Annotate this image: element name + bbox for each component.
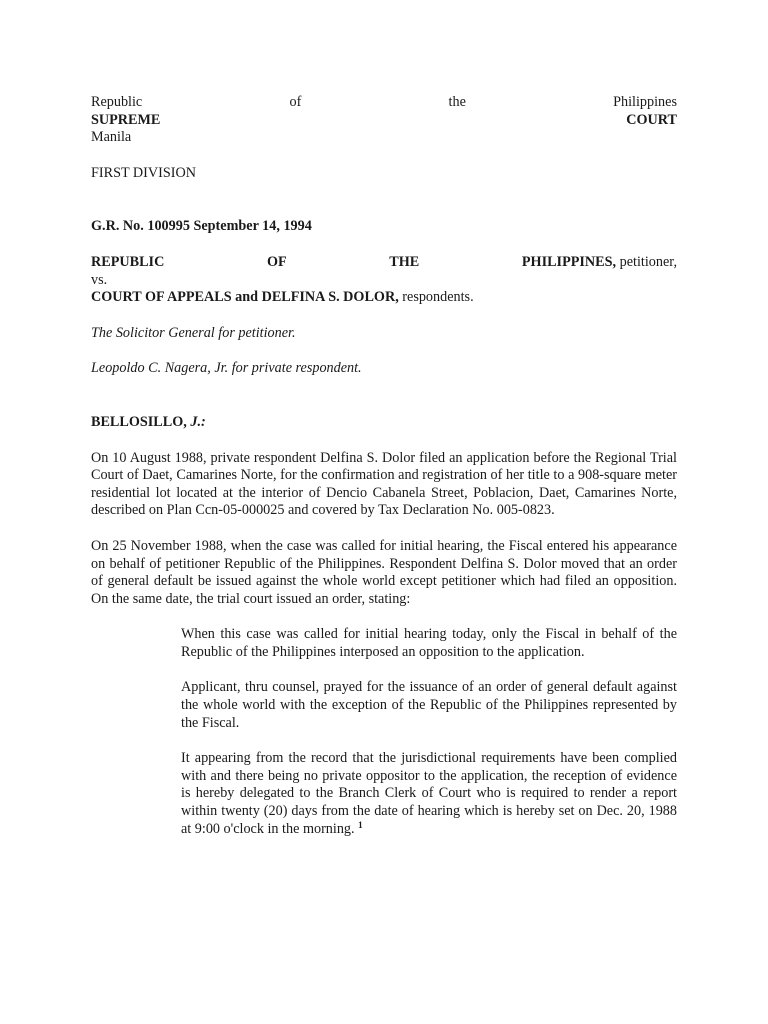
respondents-role: respondents. bbox=[402, 289, 474, 306]
respondents-name: COURT OF APPEALS and DELFINA S. DOLOR, bbox=[91, 289, 399, 306]
body-paragraph-2: On 25 November 1988, when the case was called for initial hearing, the Fiscal entered his appearance on behalf of petitioner Republic of the Philippines. Respondent Delfina S. Dolor moved that an order of general default be issued against the whole world except petitioner which had filed an opposition. On the same date, the trial court issued an order, stating: bbox=[91, 537, 677, 607]
petitioner-name-role bbox=[522, 254, 677, 272]
document-content bbox=[91, 94, 677, 838]
footnote-link[interactable]: 1 bbox=[358, 819, 363, 830]
petitioner-role: petitioner, bbox=[619, 253, 677, 270]
republic-header-line bbox=[91, 94, 677, 112]
petitioner-word: OF bbox=[266, 253, 287, 270]
petitioner-word: THE bbox=[389, 253, 420, 270]
petitioner-word: REPUBLIC bbox=[91, 253, 165, 270]
ponente-title: J.: bbox=[190, 413, 206, 430]
quote-paragraph-3 bbox=[181, 750, 677, 838]
case-number-line: G.R. No. 100995 September 14, 1994 bbox=[91, 218, 312, 235]
quote-paragraph-2: Applicant, thru counsel, prayed for the issuance of an order of general default against the whole world with the exception of the Republic of the Philippines represented by the Fiscal. bbox=[181, 679, 677, 731]
quote-paragraph-1: When this case was called for initial hearing today, only the Fiscal in behalf of the Republic of the Philippines interposed an opposition to the application. bbox=[181, 626, 677, 660]
division-label: FIRST DIVISION bbox=[91, 164, 196, 181]
header-word: SUPREME bbox=[91, 111, 161, 128]
versus-label: vs. bbox=[91, 271, 108, 288]
quote-paragraph-3-text: It appearing from the record that the jurisdictional requirements have been complied with and there being no private oppositor to the application, the reception of evidence is hereby delegated to the Branch Clerk of Court who is required to render a report within twenty (20) days from the date of hearing which is hereby set on Dec. 20, 1988 at 9:00 o'clock in the morning. bbox=[181, 750, 677, 837]
counsel-petitioner: The Solicitor General for petitioner. bbox=[91, 324, 296, 341]
court-header-line bbox=[91, 112, 677, 130]
header-word: of bbox=[289, 94, 302, 110]
header-city: Manila bbox=[91, 129, 132, 146]
ponente-line bbox=[91, 414, 677, 432]
header-word: the bbox=[448, 94, 466, 110]
petitioner-word: PHILIPPINES, bbox=[521, 253, 617, 270]
ponente-name: BELLOSILLO, bbox=[91, 413, 187, 430]
petitioner-line bbox=[91, 254, 677, 272]
header-word: COURT bbox=[626, 111, 677, 128]
header-word: Republic bbox=[91, 94, 143, 110]
header-word: Philippines bbox=[613, 94, 677, 110]
counsel-respondent: Leopoldo C. Nagera, Jr. for private respondent. bbox=[91, 360, 362, 377]
respondents-line bbox=[91, 289, 677, 307]
quoted-order bbox=[181, 626, 677, 838]
body-paragraph-1: On 10 August 1988, private respondent Delfina S. Dolor filed an application before the Regional Trial Court of Daet, Camarines Norte, for the confirmation and registration of her title to a 908-square meter residential lot located at the interior of Dencio Cabanela Street, Poblacion, Daet, Camarines Norte, described on Plan Ccn-05-000025 and covered by Tax Declaration No. 005-0823. bbox=[91, 449, 677, 519]
